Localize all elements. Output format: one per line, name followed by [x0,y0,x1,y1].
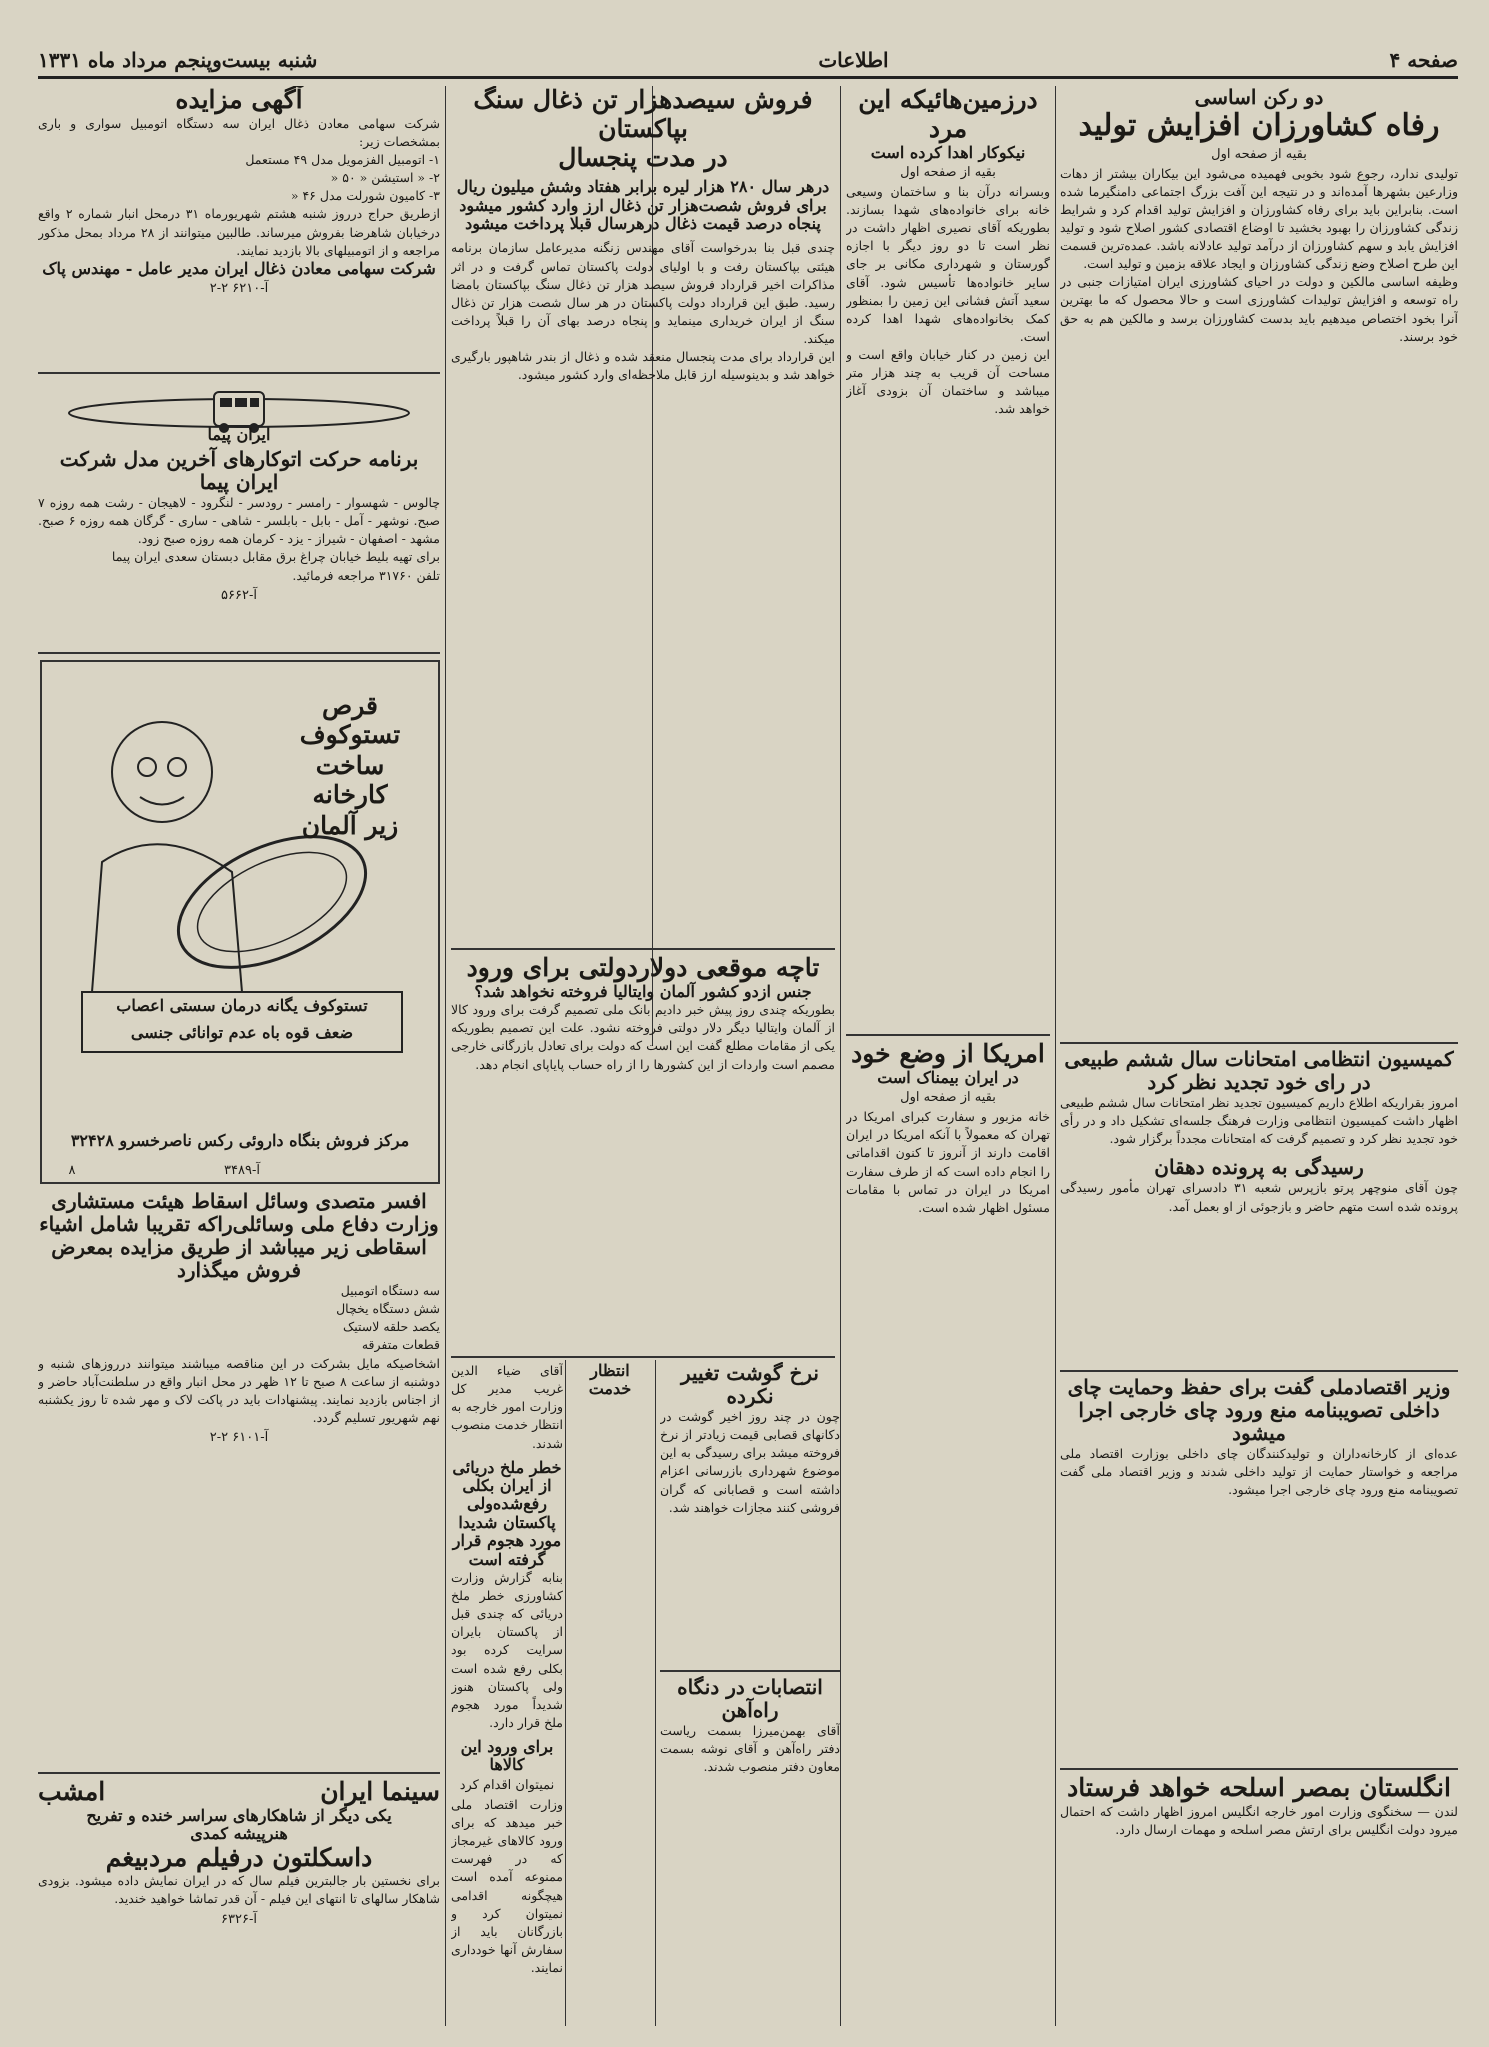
article-land-donation [846,86,1050,1026]
ad-testokof-pills [40,660,440,1184]
article-subtitle: نمیتوان اقدام کرد [459,1777,555,1793]
ad-signature: شرکت سهامی معادن ذغال ایران مدیر عامل - مهندس پاک [42,258,436,278]
article-dollar [451,954,835,1352]
article-title: امریکا از وضع خود [851,1040,1045,1068]
article-body: آقای بهمن‌میرزا بسمت ریاست دفتر راه‌آهن و آقای نوشه بسمت معاون دفتر منصوب شدند. [660,1723,840,1775]
article-body: امروز بقراریکه اطلاع داریم کمیسیون تجدید نظر امتحانات سال ششم طبیعی اظهار داشت کمیسیون انتظامی وزارت فرهنگ جلسه‌ای تشکیل داد و در رأی خود تجدید نظر کرد و تصمیم گرفت که امتحانات مجدداً برگزار شود. [1060,1095,1458,1147]
article-kicker: دو رکن اساسی [1194,86,1324,109]
article-title: درزمین‌هائیکه این مرد [858,86,1038,143]
article-subtitle: جنس ازدو کشور آلمان وایتالیا فروخته نخواهد شد؟ [474,981,812,1001]
article-locust-cont [570,1460,650,2020]
continuation-note: بقیه از صفحه اول [900,164,996,180]
ad-phone: تلفن ۳۱۷۶۰ مراجعه فرمائید. [292,567,440,583]
article-title: تاچه موقعی دولاردولتی برای ورود [466,954,820,982]
article-body: این قرارداد برای مدت پنجسال منعقد شده و ذغال از بندر شاهپور بارگیری خواهد شد و بدینوسیله ارز قابل ملاحظه‌ای وارد کشور میشود. [451,349,835,383]
article-body: لندن — سخنگوی وزارت امور خارجه انگلیس امروز اظهار داشت که احتمال میرود دولت انگلیس برای ارتش مصر اسلحه و مهمات ارسال دارد. [1060,1803,1458,1837]
article-body: چون در چند روز اخیر گوشت در دکانهای قصابی قیمت زیادتر از نرخ فروخته میشد برای رسیدگی به این موضوع شهرداری بازرسانی اعزام داشته است و قصابانی که گران فروشی کنند مجازات خواهند شد. [660,1409,840,1515]
column-rule [840,86,841,2026]
ad-address: برای تهیه بلیط خیابان چراغ برق مقابل دبستان سعدی ایران پیما [111,549,440,565]
article-body: وظیفه اساسی مالکین و دولت در احیای کشاورزی ایران امتیازات جنبی در راه توسعه و افزایش تولیدات کشاورزی است و حالا محصول که ما بهترین آنرا بخود اختصاص میدهیم باید بدست کشاورزان برسد و مالکین هم به حق خود برسند. [1060,274,1458,344]
ad-body: اشخاصیکه مایل بشرکت در این مناقصه میباشند میتوانند درروزهای شنبه و دوشنبه از ساعت ۸ صبح تا ۱۲ ظهر در محل انبار واقع در سلطنت‌آباد حاضر و از اجناس بازدید نمایند. پیشنهادات باید در پاکت لاک و مهر شده تا روز یکشنبه نهم شهریور تسلیم گردد. [38,1355,440,1425]
article-railway [660,1676,840,2016]
ad-cinema-iran [38,1778,440,2026]
divider [1060,1768,1458,1770]
ad-title: افسر متصدی وسائل اسقاط هیئت مستشاری وزارت دفاع ملی وسائلی‌راکه تقریبا شامل اشیاء اسقاطی زیر میباشد از طریق مزایده بمعرض فروش میگذارد [39,1190,439,1282]
ad-title: زیر آلمان [301,811,399,840]
cinema-body: برای نخستین بار جالبترین فیلم سال که در ایران نمایش داده میشود. بزودی شاهکار سالهای تا انتهای این فیلم - آن قدر تماشا خواهید خندید. [38,1873,440,1907]
ad-item: ۲- « استیشن « ۵۰ « [330,170,440,186]
article-subtitle: در ایران بیمناک است [877,1067,1019,1087]
divider [451,948,835,950]
column-rule [1055,86,1056,2026]
divider [451,1356,835,1358]
cinema-line: هنرپیشه کمدی [190,1824,288,1844]
header-rule [38,76,1458,79]
ad-code: آ-۳۴۸۹ [224,1163,260,1178]
divider [660,1670,840,1672]
paper-name: اطلاعات [818,48,889,72]
article-wait [570,1362,650,1452]
ad-code: آ-۶۳۲۶ [221,1911,257,1927]
ad-item: سه دستگاه اتومبیل [340,1283,440,1298]
article-title: برای ورود این کالاها [460,1737,554,1775]
column-rule [445,86,446,2026]
article-body: آقای ضیاء الدین غریب مدیر کل وزارت امور خارجه به انتظار خدمت منصوب شدند. [451,1363,563,1451]
page-header [38,48,1458,72]
ad-title: آگهی مزایده [175,86,303,114]
ad-item: ۳- کامیون شورلت مدل ۴۶ « [290,188,440,204]
ad-item: یکصد حلقه لاستیک [343,1319,440,1335]
issue-date: شنبه بیست‌وپنجم مرداد ماه ۱۳۳۱ [38,48,318,72]
ad-auction [38,86,440,386]
continuation-note: بقیه از صفحه اول [1211,146,1307,162]
ad-code: آ-۵۶۶۲ [221,587,257,603]
ad-item: قطعات متفرقه [361,1337,440,1353]
ad-title: قرص تستوکوف [299,691,401,749]
article-body: چون آقای منوچهر پرتو بازپرس شعبه ۳۱ دادسرای تهران مأمور رسیدگی پرونده شده است متهم حاضر و بازجوئی از او بعمل آمد. [1060,1180,1458,1214]
article-body: چندی قبل بنا بدرخواست آقای مهندس زنگنه مدیرعامل سازمان برنامه هیئتی بپاکستان رفت و با اولیای دولت پاکستان تماس گرفت و در اثر مذاکرات اخیر قرارداد فروش سیصد هزار تن ذغال سنگ بپاکستان بامضا رسید. طبق این قرارداد دولت پاکستان در هر سال شصت هزار تن ذغال سنگ از ایران خریداری مینماید و پنجاه درصد بهای آن را قبلاً پرداخت میکند. [451,240,835,347]
divider [846,1034,1050,1036]
article-title: رفاه کشاورزان افزایش تولید [1078,108,1440,143]
ad-number: ۸ [68,1163,76,1178]
article-title: انگلستان بمصر اسلحه خواهد فرستاد [1067,1774,1451,1802]
cinema-name: سینما ایران [320,1778,440,1806]
article-body: وبسرانه درآن بنا و ساختمان وسیعی خانه برای خانواده‌های شهدا بسازند. بطوریکه آقای نصیری اظهار داشت در نظر است تا دو روز دیگر با اجازه گورستان و شهرداری مکانی بر جای سایر خانواده‌ها تأسیس شود. آقای سعید آتش فشانی این زمین را بمنظور کمک بخانواده‌های شهدا اهدا کرده است. [846,183,1050,344]
ad-item: ۱- اتومبیل الفزمویل مدل ۴۹ مستعمل [245,152,440,167]
ad-body: ازطریق حراج درروز شنبه هشتم شهریورماه ۳۱ درمحل انبار شماره ۲ واقع درخیابان شاهرضا بفروش میرساند. طالبین میتوانند از ۲۸ مرداد بمحل مذکور مراجعه و از اتومبیلهای بالا بازدید نمایند. [38,206,440,258]
article-title: خطر ملخ دریائی از ایران بکلی رفع‌شده‌ولی پاکستان شدیدا مورد هجوم قرار گرفته است [452,1457,562,1569]
divider [38,1772,440,1774]
article-us-worry [846,1040,1050,1960]
ad-code: آ-۶۲۱۰ ۲-۲ [209,281,269,297]
article-title-line2: در مدت پنجسال [558,142,728,172]
article-lead: درهر سال ۲۸۰ هزار لیره برابر هفتاد وشش میلیون ریال برای فروش شصت‌هزار تن ذغال ارز وارد کشور میشود [456,177,830,215]
article-title: وزیر اقتصادملی گفت برای حفظ وحمایت چای داخلی تصویبنامه منع ورود چای خارجی اجرا میشود [1067,1376,1451,1445]
continuation-note: بقیه از صفحه اول [900,1090,996,1106]
article-uk-egypt [1060,1774,1458,2026]
article-title: نرخ گوشت تغییر نکرده [680,1362,819,1408]
ad-address: مرکز فروش بنگاه داروئی رکس ناصرخسرو ۳۲۴۲۸ [70,1131,410,1150]
ad-item: شش دستگاه یخچال [336,1301,440,1317]
article-locust [451,1362,563,2022]
cinema-line: یکی دیگر از شاهکارهای سراسر خنده و تفریح [86,1805,392,1825]
article-lead: پنجاه درصد قیمت ذغال درهرسال قبلا پرداخت میشود [465,214,821,234]
ad-slogan: تستوکوف یگانه درمان سستی اعصاب [116,996,368,1015]
article-title: انتظار خدمت [588,1362,632,1399]
ad-title: برنامه حرکت اتوکارهای آخرین مدل شرکت ایران پیما [59,447,419,494]
article-title: کمیسیون انتظامی امتحانات سال ششم طبیعی در رای خود تجدید نظر کرد [1064,1048,1454,1094]
article-body: عده‌ای از کارخانه‌داران و تولیدکنندگان چای داخلی بوزارت اقتصاد ملی مراجعه و خواستار حمایت از تولید داخلی شدند و وزیر اقتصاد ملی گفت تصویبنامه منع ورود چای خارجی اجرا میشود. [1060,1446,1458,1498]
divider [1060,1042,1458,1044]
ad-iran-peyma [38,378,440,650]
bus-logo-text: ایران پیما [207,425,271,444]
page-number: صفحه ۴ [1389,48,1458,72]
article-tea [1060,1376,1458,1766]
article-farmers [1060,86,1458,1061]
article-body: وزارت اقتصاد ملی خبر میدهد که برای ورود کالاهای غیرمجاز که در فهرست ممنوعه آمده است هیچگونه اقدامی نمیتوان کرد و بازرگانان باید از سفارش آنها خودداری نمایند. [451,1796,563,1975]
article-body: بنابه گزارش وزارت کشاورزی خطر ملخ دریائی که چندی قبل از پاکستان بایران سرایت کرده بود بکلی رفع شده است ولی پاکستان هنوز شدیداً مورد هجوم ملخ قرار دارد. [451,1569,563,1730]
article-meat-price [660,1362,840,1662]
divider [38,372,440,374]
article-coal-pakistan [451,86,835,948]
ad-title: ساخت کارخانه [312,751,388,809]
cinema-tonight: امشب [38,1778,106,1806]
cinema-film: داسکلتون درفیلم مردبیغم [105,1842,373,1872]
ad-body: چالوس - شهسوار - رامسر - رودسر - لنگرود - لاهیجان - رشت همه روزه ۷ صبح. نوشهر - آمل - بابل - بابلسر - شاهی - ساری - گرگان همه روزه ۶ صبح. مشهد - اصفهان - شیراز - یزد - کرمان همه روزه صبح زود. [38,495,440,547]
ad-slogan: ضعف قوه باه عدم توانائی جنسی [130,1023,354,1042]
article-exam-commission [1060,1048,1458,1368]
bus-logo [38,378,440,448]
article-body: بطوریکه چندی روز پیش خبر دادیم بانک ملی تصمیم گرفت برای ورود کالا از آلمان وایتالیا دیگر دلار دولتی فروخته نشود. علت این تصمیم بطوریکه یکی از مقامات مطلع گفت این است که دولت برای تعادل بازرگانی خارجی مصمم است واردات از این کشورها را از راه حساب پایاپای انجام دهد. [451,1002,835,1072]
article-title: انتصابات در دنگاه راه‌آهن [677,1676,823,1722]
ad-defense-auction [38,1190,440,1750]
article-body: این زمین در کنار خیابان واقع است و مساحت آن قریب به چند هزار متر میباشد و ساختمان آن بزودی آغاز خواهد شد. [846,347,1050,417]
article-title: فروش سیصدهزار تن ذغال سنگ بپاکستان [473,86,813,143]
article-title: رسیدگی به پرونده دهقان [1154,1155,1364,1180]
ad-intro: شرکت سهامی معادن ذغال ایران سه دستگاه اتومبیل سواری و باری بمشخصات زیر: [38,115,440,149]
divider [38,652,440,654]
article-subtitle: نیکوکار اهدا کرده است [870,142,1026,162]
ad-code: آ-۶۱۰۱ ۲-۲ [209,1430,269,1445]
divider [1060,1370,1458,1372]
column-rule [565,1360,566,2026]
article-body: خانه مزبور و سفارت کبرای امریکا در تهران که معمولاً با آنکه امریکا در ایران اقامت دارند از آنروز تا کنون اقداماتی را انجام داده است که از طرف سفارت امریکا در ایران در تماس با مقامات مسئول اظهار شده است. [846,1109,1050,1215]
article-body: تولیدی ندارد، رجوع شود بخوبی فهمیده می‌شود این بیکاران بیشتر از دهات وزارعین بشهرها آمده‌اند و در نتیجه این آفت بزرگ اجتماعی دامنگیرما شده است. بنابراین باید برای رفاه کشاورزان و افزایش تولید اقدام کرد و شرایط زندگی کشاورزان را بهبود بخشید تا اوضاع اقتصادی کشور اصلاح شود و تولید افزایش یابد و سهم کشاورزان از درآمد تولید عادلانه باشد. عمده‌ترین قسمت این طرح اصلاح وضع زندگی کشاورزان و ایجاد علاقه بزمین و تولید است. [1060,165,1458,272]
column-rule [655,1360,656,2026]
